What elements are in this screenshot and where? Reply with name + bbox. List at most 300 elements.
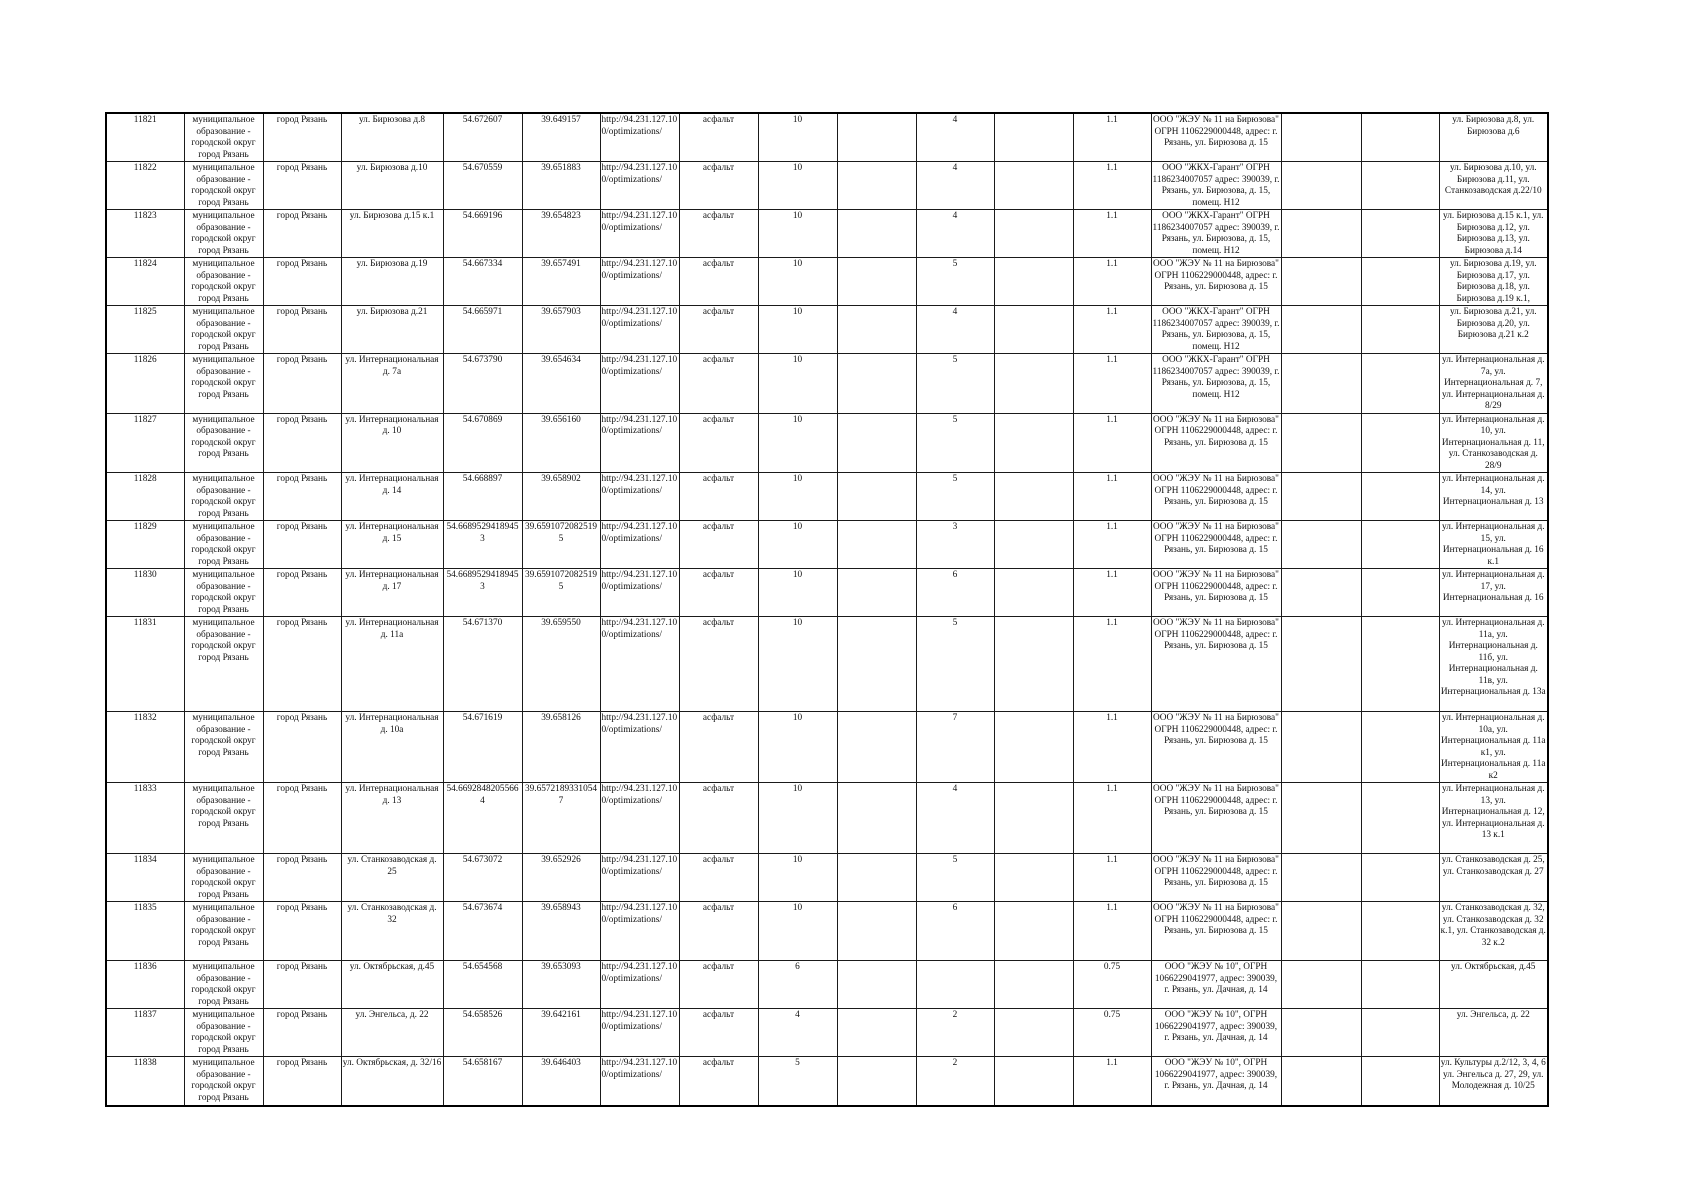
cell-empty <box>837 113 916 162</box>
cell-served-addresses: ул. Культуры д.2/12, 3, 4, 6 ул. Энгельса д. 27, 29, ул. Молодежная д. 10/25 <box>1439 1057 1548 1106</box>
cell-area: 10 <box>758 413 837 473</box>
cell-area: 10 <box>758 354 837 414</box>
cell-empty <box>837 473 916 521</box>
cell-settlement: город Рязань <box>263 902 341 961</box>
cell-municipality: муниципальное образование - городской округ город Рязань <box>184 569 263 617</box>
cell-latitude: 54.670559 <box>443 162 522 210</box>
cell-served-addresses: ул. Интернациональная д. 15, ул. Интернациональная д. 16 к.1 <box>1439 521 1548 569</box>
cell-area: 10 <box>758 854 837 902</box>
cell-longitude: 39.659550 <box>522 617 600 712</box>
cell-surface: асфальт <box>679 473 758 521</box>
cell-empty <box>1361 113 1439 162</box>
cell-link: http://94.231.127.100/optimizations/ <box>600 413 679 473</box>
cell-municipality: муниципальное образование - городской округ город Рязань <box>184 306 263 354</box>
cell-empty <box>994 1057 1073 1106</box>
cell-municipality: муниципальное образование - городской округ город Рязань <box>184 961 263 1009</box>
cell-longitude: 39.657903 <box>522 306 600 354</box>
cell-settlement: город Рязань <box>263 162 341 210</box>
cell-operator: ООО "ЖКХ-Гарант" ОГРН 1186234007057 адрес: 390039, г. Рязань, ул. Бирюзова, д. 15, помещ. Н12 <box>1152 307 1280 352</box>
cell-empty <box>1281 473 1361 521</box>
cell-longitude: 39.657491 <box>522 258 600 306</box>
table-row <box>106 1009 1548 1057</box>
cell-operator: ООО "ЖЭУ № 11 на Бирюзова" ОГРН 1106229000448, адрес: г. Рязань, ул. Бирюзова д. 15 <box>1151 902 1281 961</box>
cell-area: 10 <box>758 617 837 712</box>
cell-number: 11825 <box>106 306 184 354</box>
cell-empty <box>837 712 916 783</box>
cell-number: 11823 <box>106 210 184 258</box>
cell-containers: 3 <box>916 521 994 569</box>
cell-longitude: 39.65721893310547 <box>522 783 600 854</box>
cell-number: 11827 <box>106 413 184 473</box>
cell-empty <box>994 162 1073 210</box>
cell-surface: асфальт <box>679 521 758 569</box>
cell-address: ул. Энгельса, д. 22 <box>341 1009 443 1057</box>
cell-settlement: город Рязань <box>263 210 341 258</box>
cell-empty <box>837 1057 916 1106</box>
cell-served-addresses: ул. Интернациональная д. 13, ул. Интернациональная д. 12, ул. Интернациональная д. 13 к.1 <box>1439 783 1548 854</box>
cell-address: ул. Октябрьская, д.45 <box>341 961 443 1009</box>
cell-area: 10 <box>758 473 837 521</box>
cell-latitude: 54.672607 <box>443 113 522 162</box>
cell-municipality: муниципальное образование - городской округ город Рязань <box>184 783 263 854</box>
cell-latitude: 54.673072 <box>443 854 522 902</box>
cell-empty <box>994 473 1073 521</box>
cell-volume: 1.1 <box>1073 712 1151 783</box>
table-row <box>106 712 1548 783</box>
cell-settlement: город Рязань <box>263 712 341 783</box>
cell-empty <box>1361 473 1439 521</box>
cell-empty <box>1281 521 1361 569</box>
cell-surface: асфальт <box>679 617 758 712</box>
cell-surface: асфальт <box>679 712 758 783</box>
cell-municipality: муниципальное образование - городской округ город Рязань <box>184 258 263 306</box>
cell-surface: асфальт <box>679 354 758 414</box>
cell-served-addresses: ул. Интернациональная д. 10а, ул. Интернациональная д. 11а к1, ул. Интернациональная д. 11а к2 <box>1439 712 1548 783</box>
cell-address: ул. Интернациональная д. 7а <box>341 354 443 414</box>
cell-operator: ООО "ЖКХ-Гарант" ОГРН 1186234007057 адрес: 390039, г. Рязань, ул. Бирюзова, д. 15, помещ. Н12 <box>1151 354 1281 414</box>
cell-empty <box>1361 1057 1439 1106</box>
cell-empty <box>837 854 916 902</box>
cell-empty <box>994 617 1073 712</box>
cell-number: 11836 <box>106 961 184 1009</box>
cell-link: http://94.231.127.100/optimizations/ <box>600 473 679 521</box>
cell-latitude: 54.671619 <box>443 712 522 783</box>
cell-settlement: город Рязань <box>263 521 341 569</box>
cell-area: 10 <box>758 569 837 617</box>
cell-operator: ООО "ЖЭУ № 11 на Бирюзова" ОГРН 1106229000448, адрес: г. Рязань, ул. Бирюзова д. 15 <box>1151 854 1281 902</box>
cell-surface: асфальт <box>679 1009 758 1057</box>
cell-area: 10 <box>758 113 837 162</box>
cell-volume: 1.1 <box>1073 210 1151 258</box>
cell-address: ул. Бирюзова д.21 <box>341 306 443 354</box>
cell-longitude: 39.651883 <box>522 162 600 210</box>
cell-empty <box>1361 902 1439 961</box>
cell-served-addresses: ул. Интернациональная д. 17, ул. Интернациональная д. 16 <box>1439 569 1548 617</box>
cell-surface: асфальт <box>679 306 758 354</box>
cell-containers: 5 <box>916 473 994 521</box>
cell-served-addresses: ул. Бирюзова д.8, ул. Бирюзова д.6 <box>1439 113 1548 162</box>
cell-municipality: муниципальное образование - городской округ город Рязань <box>184 854 263 902</box>
cell-empty <box>837 258 916 306</box>
cell-settlement: город Рязань <box>263 961 341 1009</box>
cell-settlement: город Рязань <box>263 306 341 354</box>
cell-served-addresses: ул. Интернациональная д. 10, ул. Интернациональная д. 11, ул. Станкозаводская д. 28/9 <box>1439 413 1548 473</box>
cell-surface: асфальт <box>679 258 758 306</box>
cell-longitude: 39.658943 <box>522 902 600 961</box>
cell-surface: асфальт <box>679 113 758 162</box>
cell-longitude: 39.656160 <box>522 413 600 473</box>
cell-volume: 1.1 <box>1073 1057 1151 1106</box>
cell-settlement: город Рязань <box>263 1009 341 1057</box>
cell-operator: ООО "ЖЭУ № 11 на Бирюзова" ОГРН 1106229000448, адрес: г. Рязань, ул. Бирюзова д. 15 <box>1151 712 1281 783</box>
cell-operator: ООО "ЖЭУ № 11 на Бирюзова" ОГРН 1106229000448, адрес: г. Рязань, ул. Бирюзова д. 15 <box>1151 521 1281 569</box>
cell-area: 10 <box>758 521 837 569</box>
cell-link: http://94.231.127.100/optimizations/ <box>600 354 679 414</box>
cell-empty <box>994 569 1073 617</box>
cell-link: http://94.231.127.100/optimizations/ <box>600 783 679 854</box>
cell-volume: 1.1 <box>1073 617 1151 712</box>
cell-number: 11826 <box>106 354 184 414</box>
cell-settlement: город Рязань <box>263 854 341 902</box>
cell-address: ул. Интернациональная д. 11а <box>341 617 443 712</box>
table-row <box>106 473 1548 521</box>
cell-number: 11829 <box>106 521 184 569</box>
cell-empty <box>1361 854 1439 902</box>
cell-volume: 1.1 <box>1073 569 1151 617</box>
cell-area: 10 <box>758 162 837 210</box>
cell-empty <box>1281 617 1361 712</box>
cell-longitude: 39.65910720825195 <box>522 569 600 617</box>
cell-surface: асфальт <box>679 210 758 258</box>
cell-municipality: муниципальное образование - городской округ город Рязань <box>184 617 263 712</box>
table-row <box>106 210 1548 258</box>
cell-municipality: муниципальное образование - городской округ город Рязань <box>184 712 263 783</box>
cell-settlement: город Рязань <box>263 113 341 162</box>
cell-volume: 1.1 <box>1073 354 1151 414</box>
cell-empty <box>837 521 916 569</box>
cell-municipality: муниципальное образование - городской округ город Рязань <box>184 1009 263 1057</box>
cell-volume: 1.1 <box>1073 306 1151 354</box>
cell-empty <box>994 210 1073 258</box>
cell-address: ул. Бирюзова д.8 <box>341 113 443 162</box>
cell-surface: асфальт <box>679 569 758 617</box>
cell-municipality: муниципальное образование - городской округ город Рязань <box>184 1057 263 1106</box>
cell-municipality: муниципальное образование - городской округ город Рязань <box>184 413 263 473</box>
cell-operator: ООО "ЖЭУ № 11 на Бирюзова" ОГРН 1106229000448, адрес: г. Рязань, ул. Бирюзова д. 15 <box>1151 783 1281 854</box>
cell-volume: 1.1 <box>1073 854 1151 902</box>
cell-operator: ООО "ЖЭУ № 11 на Бирюзова" ОГРН 1106229000448, адрес: г. Рязань, ул. Бирюзова д. 15 <box>1151 617 1281 712</box>
cell-address: ул. Октябрьская, д. 32/16 <box>341 1057 443 1106</box>
cell-latitude: 54.670869 <box>443 413 522 473</box>
cell-address: ул. Интернациональная д. 14 <box>341 473 443 521</box>
cell-address: ул. Интернациональная д. 10 <box>341 413 443 473</box>
cell-latitude: 54.673674 <box>443 902 522 961</box>
cell-settlement: город Рязань <box>263 569 341 617</box>
cell-area: 4 <box>758 1009 837 1057</box>
cell-volume: 0.75 <box>1073 1009 1151 1057</box>
cell-volume: 1.1 <box>1073 413 1151 473</box>
cell-municipality: муниципальное образование - городской округ город Рязань <box>184 902 263 961</box>
cell-served-addresses: ул. Станкозаводская д. 25, ул. Станкозаводская д. 27 <box>1439 854 1548 902</box>
cell-settlement: город Рязань <box>263 1057 341 1106</box>
cell-volume: 1.1 <box>1073 902 1151 961</box>
cell-longitude: 39.658902 <box>522 473 600 521</box>
cell-address: ул. Бирюзова д.10 <box>341 162 443 210</box>
table-row <box>106 783 1548 854</box>
cell-empty <box>994 902 1073 961</box>
cell-containers: 5 <box>916 354 994 414</box>
cell-number: 11821 <box>106 113 184 162</box>
cell-municipality: муниципальное образование - городской округ город Рязань <box>184 473 263 521</box>
cell-operator: ООО "ЖЭУ № 10", ОГРН 1066229041977, адрес: 390039, г. Рязань, ул. Дачная, д. 14 <box>1151 1057 1281 1106</box>
cell-containers: 4 <box>916 783 994 854</box>
cell-empty <box>1281 162 1361 210</box>
cell-municipality: муниципальное образование - городской округ город Рязань <box>184 162 263 210</box>
cell-empty <box>1361 210 1439 258</box>
cell-empty <box>1361 258 1439 306</box>
cell-empty <box>1361 354 1439 414</box>
cell-surface: асфальт <box>679 854 758 902</box>
cell-surface: асфальт <box>679 902 758 961</box>
cell-longitude: 39.642161 <box>522 1009 600 1057</box>
cell-address: ул. Интернациональная д. 15 <box>341 521 443 569</box>
cell-empty <box>837 961 916 1009</box>
table-row <box>106 521 1548 569</box>
table-row <box>106 1057 1548 1106</box>
cell-surface: асфальт <box>679 1057 758 1106</box>
cell-area: 10 <box>758 306 837 354</box>
cell-empty <box>1361 783 1439 854</box>
cell-latitude: 54.654568 <box>443 961 522 1009</box>
table-row <box>106 902 1548 961</box>
cell-longitude: 39.649157 <box>522 113 600 162</box>
cell-number: 11824 <box>106 258 184 306</box>
cell-link: http://94.231.127.100/optimizations/ <box>600 1057 679 1106</box>
cell-containers: 5 <box>916 258 994 306</box>
cell-latitude: 54.665971 <box>443 306 522 354</box>
cell-latitude: 54.66895294189453 <box>443 521 522 569</box>
cell-number: 11830 <box>106 569 184 617</box>
cell-empty <box>1281 258 1361 306</box>
cell-empty <box>1281 854 1361 902</box>
cell-empty <box>994 306 1073 354</box>
cell-number: 11834 <box>106 854 184 902</box>
cell-served-addresses: ул. Бирюзова д.10, ул. Бирюзова д.11, ул. Станкозаводская д.22/10 <box>1439 162 1548 210</box>
cell-containers <box>916 961 994 1009</box>
cell-longitude: 39.654823 <box>522 210 600 258</box>
cell-empty <box>1281 961 1361 1009</box>
table-row <box>106 961 1548 1009</box>
cell-settlement: город Рязань <box>263 354 341 414</box>
cell-latitude: 54.667334 <box>443 258 522 306</box>
cell-empty <box>1281 413 1361 473</box>
table-row <box>106 258 1548 306</box>
cell-empty <box>1361 712 1439 783</box>
cell-containers: 5 <box>916 413 994 473</box>
cell-empty <box>837 783 916 854</box>
cell-municipality: муниципальное образование - городской округ город Рязань <box>184 521 263 569</box>
cell-empty <box>1361 1009 1439 1057</box>
cell-empty <box>837 617 916 712</box>
cell-served-addresses: ул. Октябрьская, д.45 <box>1439 961 1548 1009</box>
cell-address: ул. Интернациональная д. 17 <box>341 569 443 617</box>
cell-link: http://94.231.127.100/optimizations/ <box>600 902 679 961</box>
cell-number: 11832 <box>106 712 184 783</box>
cell-served-addresses: ул. Бирюзова д.19, ул. Бирюзова д.17, ул. Бирюзова д.18, ул. Бирюзова д.19 к.1, <box>1439 258 1548 306</box>
cell-empty <box>1361 306 1439 354</box>
cell-containers: 6 <box>916 569 994 617</box>
cell-operator: ООО "ЖЭУ № 10", ОГРН 1066229041977, адрес: 390039, г. Рязань, ул. Дачная, д. 14 <box>1151 961 1281 1009</box>
cell-empty <box>1361 961 1439 1009</box>
cell-empty <box>994 1009 1073 1057</box>
cell-empty <box>1361 162 1439 210</box>
cell-latitude: 54.671370 <box>443 617 522 712</box>
cell-address: ул. Станкозаводская д. 32 <box>341 902 443 961</box>
cell-empty <box>837 413 916 473</box>
cell-area: 10 <box>758 783 837 854</box>
cell-empty <box>1281 1009 1361 1057</box>
cell-empty <box>994 113 1073 162</box>
cell-surface: асфальт <box>679 162 758 210</box>
cell-volume: 0.75 <box>1073 961 1151 1009</box>
cell-volume: 1.1 <box>1073 162 1151 210</box>
cell-empty <box>994 354 1073 414</box>
cell-operator: ООО "ЖЭУ № 11 на Бирюзова" ОГРН 1106229000448, адрес: г. Рязань, ул. Бирюзова д. 15 <box>1151 569 1281 617</box>
registry-table <box>105 112 1549 1107</box>
cell-operator: ООО "ЖЭУ № 11 на Бирюзова" ОГРН 1106229000448, адрес: г. Рязань, ул. Бирюзова д. 15 <box>1151 413 1281 473</box>
cell-volume: 1.1 <box>1073 783 1151 854</box>
cell-empty <box>837 569 916 617</box>
cell-containers: 4 <box>916 162 994 210</box>
cell-volume: 1.1 <box>1073 113 1151 162</box>
cell-containers: 2 <box>916 1009 994 1057</box>
cell-served-addresses: ул. Бирюзова д.15 к.1, ул. Бирюзова д.12, ул. Бирюзова д.13, ул. Бирюзова д.14 <box>1439 210 1548 258</box>
cell-latitude: 54.669196 <box>443 210 522 258</box>
cell-served-addresses: ул. Энгельса, д. 22 <box>1439 1009 1548 1057</box>
cell-longitude: 39.65910720825195 <box>522 521 600 569</box>
cell-link: http://94.231.127.100/optimizations/ <box>600 712 679 783</box>
cell-containers: 4 <box>916 113 994 162</box>
cell-area: 10 <box>758 902 837 961</box>
cell-empty <box>1281 902 1361 961</box>
cell-link: http://94.231.127.100/optimizations/ <box>600 854 679 902</box>
cell-empty <box>1281 783 1361 854</box>
cell-latitude: 54.658526 <box>443 1009 522 1057</box>
cell-number: 11837 <box>106 1009 184 1057</box>
cell-latitude: 54.66895294189453 <box>443 569 522 617</box>
cell-empty <box>1281 306 1361 354</box>
table-row <box>106 162 1548 210</box>
cell-operator: ООО "ЖКХ-Гарант" ОГРН 1186234007057 адрес: 390039, г. Рязань, ул. Бирюзова, д. 15, помещ. Н12 <box>1152 163 1280 208</box>
cell-empty <box>1281 210 1361 258</box>
cell-link: http://94.231.127.100/optimizations/ <box>600 210 679 258</box>
cell-empty <box>1281 712 1361 783</box>
cell-longitude: 39.646403 <box>522 1057 600 1106</box>
cell-link: http://94.231.127.100/optimizations/ <box>600 1009 679 1057</box>
cell-empty <box>1361 617 1439 712</box>
cell-area: 5 <box>758 1057 837 1106</box>
cell-number: 11833 <box>106 783 184 854</box>
cell-link: http://94.231.127.100/optimizations/ <box>600 306 679 354</box>
cell-empty <box>994 712 1073 783</box>
cell-empty <box>994 783 1073 854</box>
cell-empty <box>994 258 1073 306</box>
cell-served-addresses: ул. Бирюзова д.21, ул. Бирюзова д.20, ул. Бирюзова д.21 к.2 <box>1439 306 1548 354</box>
cell-address: ул. Бирюзова д.15 к.1 <box>341 210 443 258</box>
cell-containers: 6 <box>916 902 994 961</box>
cell-empty <box>994 961 1073 1009</box>
cell-empty <box>837 354 916 414</box>
cell-operator: ООО "ЖЭУ № 11 на Бирюзова" ОГРН 1106229000448, адрес: г. Рязань, ул. Бирюзова д. 15 <box>1151 113 1281 162</box>
cell-volume: 1.1 <box>1073 258 1151 306</box>
cell-municipality: муниципальное образование - городской округ город Рязань <box>184 113 263 162</box>
cell-link: http://94.231.127.100/optimizations/ <box>600 521 679 569</box>
cell-link: http://94.231.127.100/optimizations/ <box>600 162 679 210</box>
cell-settlement: город Рязань <box>263 258 341 306</box>
table-row <box>106 569 1548 617</box>
cell-surface: асфальт <box>679 413 758 473</box>
cell-empty <box>1281 569 1361 617</box>
cell-empty <box>1281 1057 1361 1106</box>
cell-link: http://94.231.127.100/optimizations/ <box>600 617 679 712</box>
cell-empty <box>837 162 916 210</box>
cell-longitude: 39.652926 <box>522 854 600 902</box>
cell-number: 11822 <box>106 162 184 210</box>
cell-number: 11838 <box>106 1057 184 1106</box>
registry-table-body <box>106 113 1548 1106</box>
table-row <box>106 617 1548 712</box>
cell-empty <box>837 1009 916 1057</box>
cell-empty <box>837 306 916 354</box>
cell-served-addresses: ул. Интернациональная д. 11а, ул. Интернациональная д. 11б, ул. Интернациональная д. 11в, ул. Интернациональная д. 13а <box>1439 617 1548 712</box>
cell-empty <box>994 854 1073 902</box>
cell-link: http://94.231.127.100/optimizations/ <box>600 113 679 162</box>
cell-operator: ООО "ЖЭУ № 10", ОГРН 1066229041977, адрес: 390039, г. Рязань, ул. Дачная, д. 14 <box>1151 1009 1281 1057</box>
cell-link: http://94.231.127.100/optimizations/ <box>600 961 679 1009</box>
cell-longitude: 39.658126 <box>522 712 600 783</box>
cell-latitude: 54.658167 <box>443 1057 522 1106</box>
cell-empty <box>1281 113 1361 162</box>
cell-empty <box>994 521 1073 569</box>
cell-empty <box>837 210 916 258</box>
cell-municipality: муниципальное образование - городской округ город Рязань <box>184 210 263 258</box>
table-row <box>106 113 1548 162</box>
cell-served-addresses: ул. Интернациональная д. 7а, ул. Интернациональная д. 7, ул. Интернациональная д. 8/29 <box>1439 354 1548 414</box>
cell-containers: 5 <box>916 617 994 712</box>
cell-empty <box>1361 569 1439 617</box>
cell-empty <box>1361 521 1439 569</box>
cell-address: ул. Бирюзова д.19 <box>341 258 443 306</box>
table-row <box>106 413 1548 473</box>
cell-containers: 2 <box>916 1057 994 1106</box>
cell-settlement: город Рязань <box>263 413 341 473</box>
cell-operator: ООО "ЖЭУ № 11 на Бирюзова" ОГРН 1106229000448, адрес: г. Рязань, ул. Бирюзова д. 15 <box>1151 258 1281 306</box>
cell-number: 11828 <box>106 473 184 521</box>
cell-number: 11835 <box>106 902 184 961</box>
table-row <box>106 306 1548 354</box>
cell-latitude: 54.673790 <box>443 354 522 414</box>
cell-latitude: 54.668897 <box>443 473 522 521</box>
cell-empty <box>837 902 916 961</box>
cell-empty <box>1361 413 1439 473</box>
cell-area: 10 <box>758 712 837 783</box>
cell-volume: 1.1 <box>1073 473 1151 521</box>
cell-settlement: город Рязань <box>263 473 341 521</box>
cell-address: ул. Интернациональная д. 10а <box>341 712 443 783</box>
cell-area: 10 <box>758 210 837 258</box>
cell-served-addresses: ул. Интернациональная д. 14, ул. Интернациональная д. 13 <box>1439 473 1548 521</box>
cell-surface: асфальт <box>679 961 758 1009</box>
